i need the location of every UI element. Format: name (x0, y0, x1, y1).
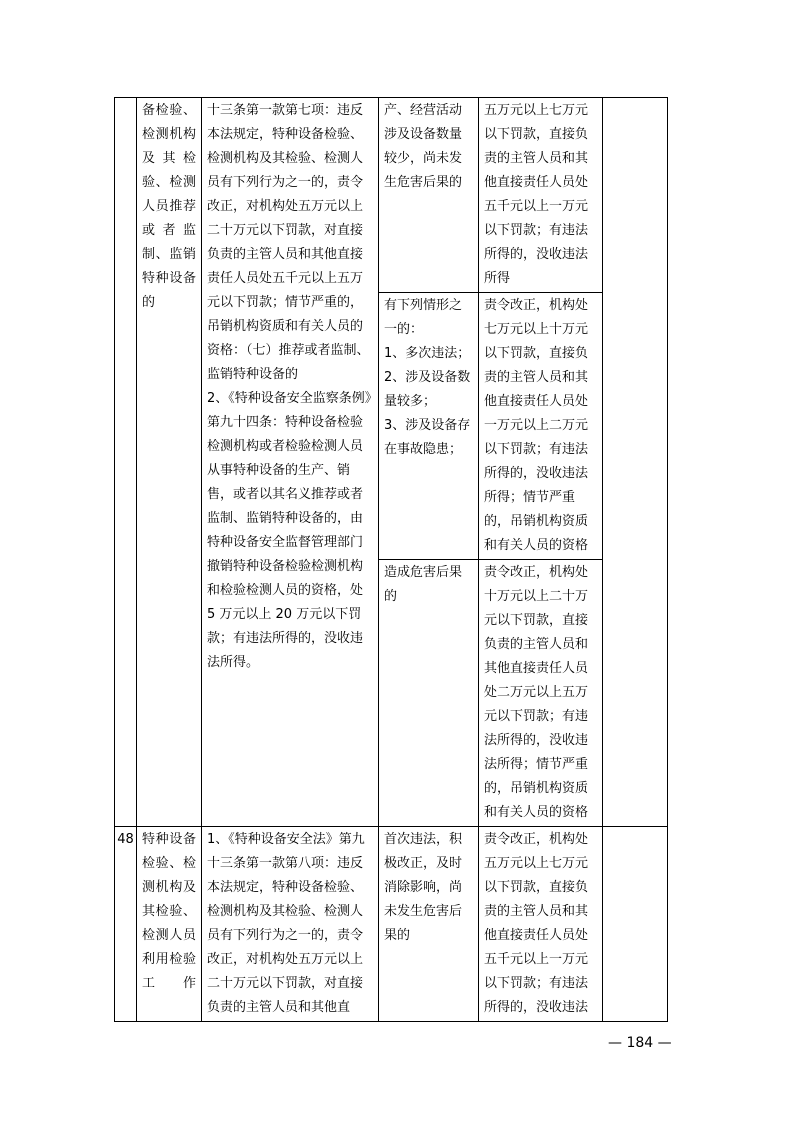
penalty-cell (479, 560, 603, 827)
row-number-cell: 48 (115, 827, 137, 1022)
circumstance-text: 产、经营活动涉及设备数量较少，尚未发生危害后果的 (384, 103, 463, 190)
penalty-cell (479, 293, 603, 560)
penalty-cell (479, 98, 603, 293)
remark-cell (603, 827, 668, 1022)
violation-item-text: 特种设备检验、检测机构及其检验、检测人员利用检验工作 (142, 832, 196, 991)
circumstance-text: 有下列情形之一的： 1、多次违法； 2、涉及设备数量较多； 3、涉及设备存在事故隐患； (384, 298, 471, 457)
violation-item-text: 备检验、 检测机构及其检验、检测人员推荐或者监制、监销特种设备的 (142, 103, 196, 310)
table-row (115, 827, 668, 1022)
circumstance-text: 造成危害后果的 (384, 565, 463, 604)
circumstance-cell (379, 98, 479, 293)
legal-basis-text: 1、《特种设备安全法》第九十三条第一款第八项：违反本法规定，特种设备检验、检测机构及其检验、检测人员有下列行为之一的，责令改正，对机构处五万元以上二十万元以下罚款，对直接负责的主管人员和其他直 (207, 832, 365, 1015)
circumstance-text: 首次违法，积极改正，及时消除影响，尚未发生危害后果的 (384, 832, 463, 943)
penalty-standards-table (114, 97, 668, 1022)
row-number-cell (115, 98, 137, 827)
remark-cell (603, 98, 668, 827)
circumstance-cell (379, 560, 479, 827)
violation-item-cell (137, 827, 202, 1022)
penalty-text: 责令改正，机构处十万元以上二十万元以下罚款，直接负责的主管人员和其他直接责任人员处二万元以上五万元以下罚款；有违法所得的，没收违法所得；情节严重的，吊销机构资质和有关人员的资格 (484, 565, 589, 820)
legal-basis-cell (202, 827, 379, 1022)
penalty-text: 五万元以上七万元以下罚款，直接负责的主管人员和其他直接责任人员处五千元以上一万元以下罚款；有违法所得的，没收违法所得 (484, 103, 589, 286)
page-number: — 184 — (608, 1035, 672, 1051)
penalty-text: 责令改正，机构处七万元以上十万元以下罚款，直接负责的主管人员和其他直接责任人员处一万元以上二万元以下罚款；有违法所得的，没收违法所得；情节严重的，吊销机构资质和有关人员的资格 (484, 298, 589, 553)
penalty-text: 责令改正，机构处五万元以上七万元以下罚款，直接负责的主管人员和其他直接责任人员处五千元以上一万元以下罚款；有违法所得的，没收违法 (484, 832, 589, 1015)
circumstance-cell (379, 827, 479, 1022)
penalty-cell (479, 827, 603, 1022)
legal-basis-text: 十三条第一款第七项：违反本法规定，特种设备检验、检测机构及其检验、检测人员有下列行为之一的，责令改正，对机构处五万元以上二十万元以下罚款，对直接负责的主管人员和其他直接责任人员处五千元以上五万元以下罚款；情节严重的，吊销机构资质和有关人员的资格：（七）推荐或者监制、监销特种设备的 2、《特种设备安全监察条例》第九十四条：特种设备检验检测机构或者检验检测人员从事特种设备的生产、销售，或者以其名义推荐或者监制、监销特种设备的，由特种设备安全监督管理部门撤销特种设备检验检测机构和检验检测人员的资格，处 5 万元以上 20 万元以下罚款；有违法所得的，没收违法所得。 (207, 103, 372, 670)
circumstance-cell (379, 293, 479, 560)
legal-basis-cell (202, 98, 379, 827)
violation-item-cell (137, 98, 202, 827)
table-row (115, 98, 668, 293)
